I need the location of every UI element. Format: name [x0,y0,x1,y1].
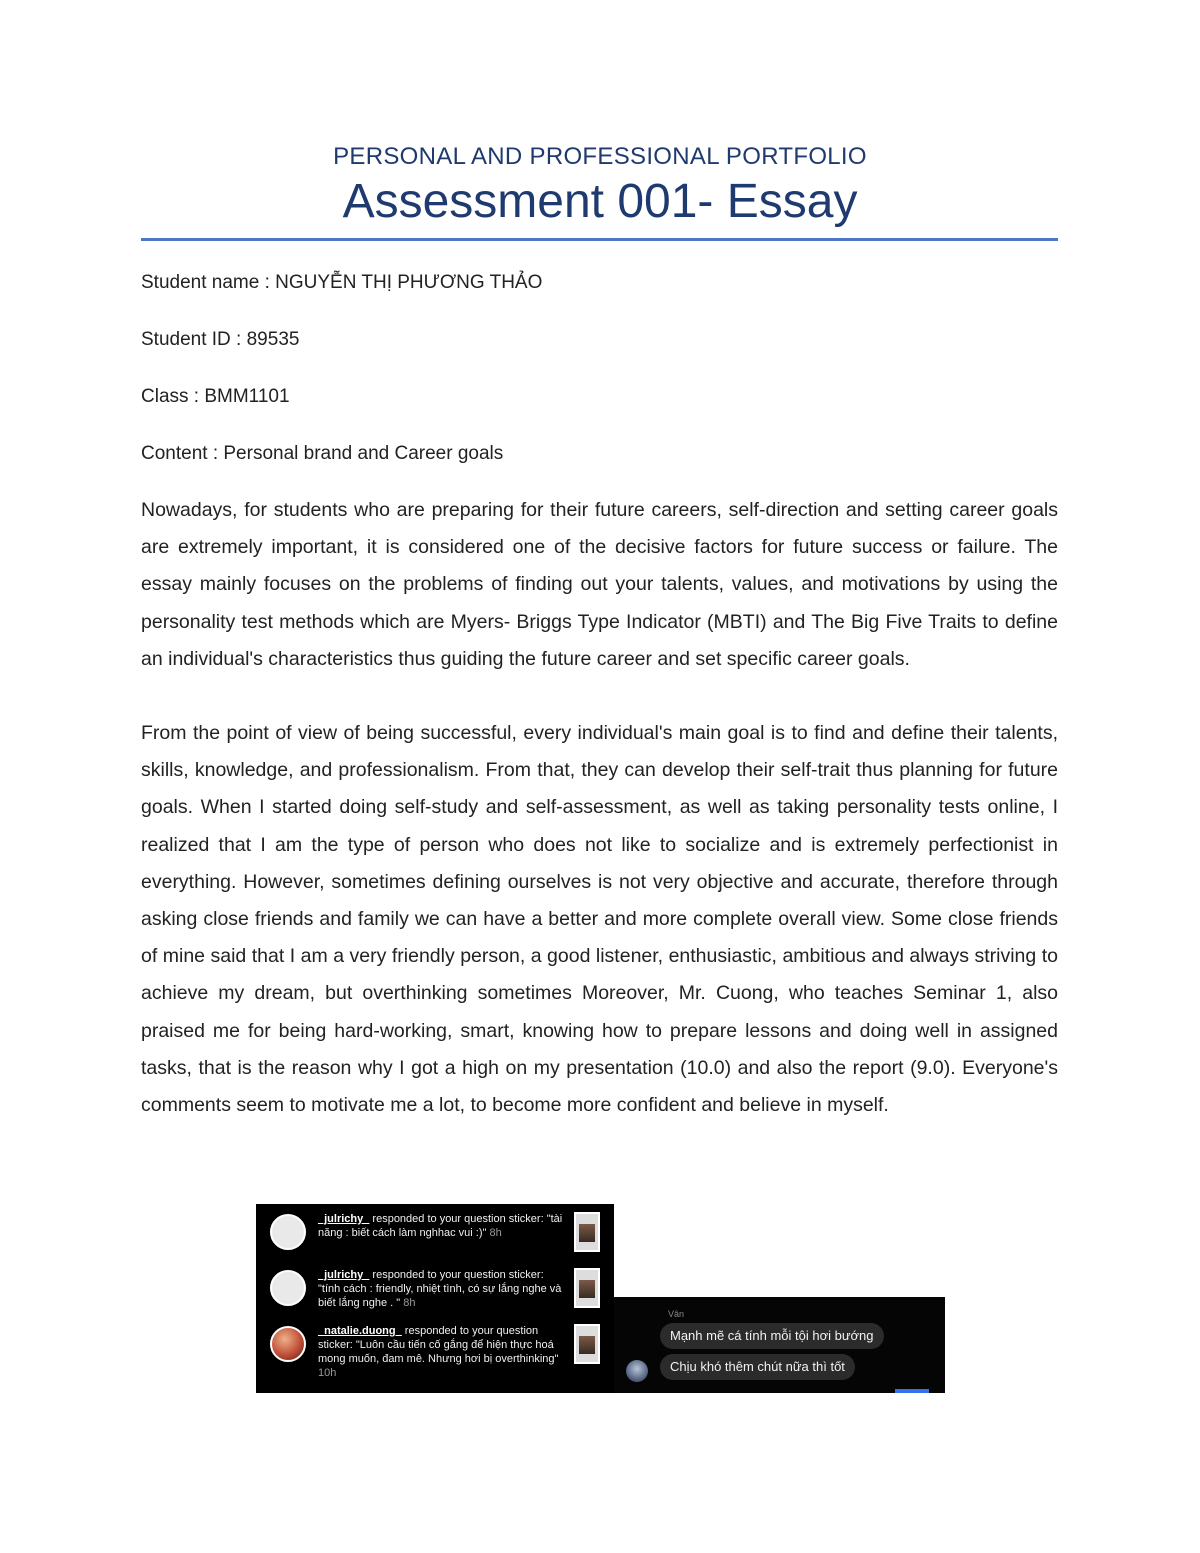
page-title: Assessment 001- Essay [342,175,858,228]
avatar [626,1360,648,1382]
notification-text [318,1324,563,1380]
content-label: Content : Personal brand and Career goals [141,443,504,464]
notification-action: responded to your question sticker: [369,1213,547,1225]
notification-text [318,1268,563,1310]
chat-message: Mạnh mẽ cá tính mỗi tội hơi bướng [660,1323,884,1349]
notification-time: 8h [400,1297,416,1309]
notification-text [318,1212,563,1240]
notification-action: responded to your question sticker: [318,1325,539,1351]
avatar [270,1214,306,1250]
notification-response: "tính cách : friendly, nhiệt tình, có sự lắng nghe và biết lắng nghe . " [318,1283,562,1309]
avatar [270,1270,306,1306]
notification-response: "Luôn cầu tiến cố gắng để hiện thực hoá mong muốn, đam mê. Nhưng hơi bị overthinking" [318,1339,559,1365]
notification-item [256,1316,614,1379]
notification-time: 8h [486,1227,502,1239]
chat-sender: Vân [668,1309,685,1319]
title-divider [141,238,1058,241]
story-thumbnail [574,1324,600,1364]
essay-paragraph-2: From the point of view of being successful, every individual's main goal is to find and define their talents, skills, knowledge, and professionalism. From that, they can develop their self-trait thus planning for future goals. When I started doing self-study and self-assessment, as well as taking personality tests online, I realized that I am the type of person who does not like to socialize and is extremely perfectionist in everything. However, sometimes defining ourselves is not very objective and accurate, therefore through asking close friends and family we can have a better and more complete overall view. Some close friends of mine said that I am a very friendly person, a good listener, enthusiastic, ambitious and always striving to achieve my dream, but overthinking sometimes Moreover, Mr. Cuong, who teaches Seminar 1, also praised me for being hard-working, smart, knowing how to prepare lessons and doing well in assigned tasks, that is the reason why I got a high on my presentation (10.0) and also the report (9.0). Everyone's comments seem to motivate me a lot, to become more confident and believe in myself. [141,722,1058,1117]
notification-item [256,1204,614,1260]
chat-message: Chịu khó thêm chút nữa thì tốt [660,1354,855,1380]
student-name: Student name : NGUYỄN THỊ PHƯƠNG THẢO [141,272,543,293]
story-thumbnail [574,1212,600,1252]
portfolio-subtitle: PERSONAL AND PROFESSIONAL PORTFOLIO [333,143,867,170]
instagram-notifications-screenshot [256,1204,614,1393]
notification-action: responded to your question sticker: [369,1269,544,1281]
avatar [270,1326,306,1362]
notification-item [256,1260,614,1316]
student-id: Student ID : 89535 [141,329,300,350]
story-thumbnail [574,1268,600,1308]
notification-time: 10h [318,1367,337,1379]
essay-paragraph-1: Nowadays, for students who are preparing for their future careers, self-direction and setting career goals are extremely important, it is considered one of the decisive factors for future success or failure. The essay mainly focuses on the problems of finding out your talents, values, and motivations by using the personality test methods which are Myers- Briggs Type Indicator (MBTI) and The Big Five Traits to define an individual's characteristics thus guiding the future career and set specific career goals. [141,499,1058,670]
notification-user: _julrichy_ [318,1213,370,1225]
notification-response: "tài năng : biết cách làm nghhac vui :)" [318,1213,563,1239]
reply-indicator [895,1389,929,1393]
chat-screenshot [614,1297,945,1393]
notification-user: _julrichy_ [318,1269,370,1281]
notification-user: _natalie.duong_ [318,1325,402,1337]
class-label: Class : BMM1101 [141,386,290,407]
